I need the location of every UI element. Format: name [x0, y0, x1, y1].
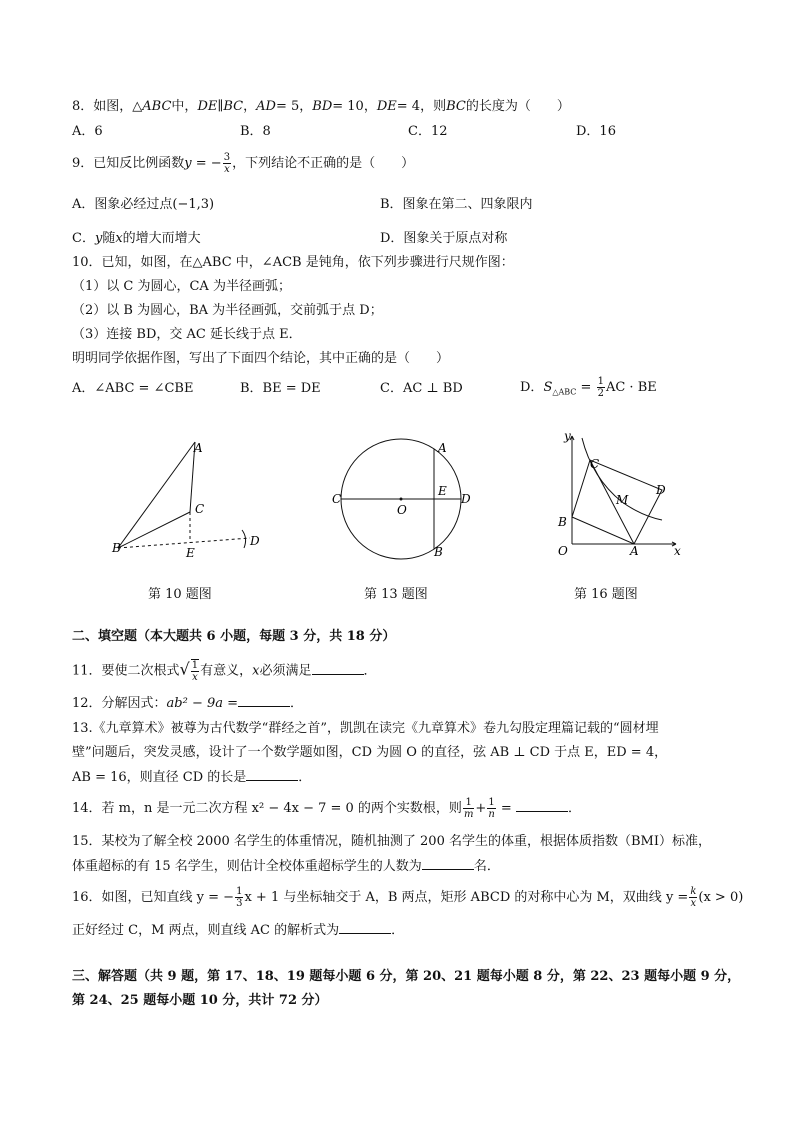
q10-option-b: B．BE = DE — [240, 381, 321, 396]
q10-option-a: A．∠ABC = ∠CBE — [72, 381, 194, 396]
fig13-caption: 第 13 题图 — [364, 587, 428, 602]
fig10-label-c: C — [195, 502, 205, 516]
q9-stem: 9．已知反比例函数y = − $\frac{3}{x}$ ，下列结论不正确的是（ ） — [72, 152, 415, 175]
fig13-label-e: E — [438, 484, 447, 498]
q9-option-d: D．图象关于原点对称 — [380, 231, 508, 246]
fig16-hyperbola — [582, 438, 662, 520]
fig16-label-a: A — [630, 544, 639, 558]
fig16-label-o: O — [558, 544, 568, 558]
q9-fraction: $\frac{3}{x}$ — [223, 152, 231, 175]
fig10-line-bc — [118, 512, 190, 548]
q10-option-c: C．AC ⊥ BD — [380, 381, 463, 396]
section-3-title-line-1: 三、解答题（共 9 题，第 17、18、19 题每小题 6 分，第 20、21 题每小题 8 分，第 22、23 题每小题 9 分， — [72, 969, 741, 984]
fig16-label-d: D — [656, 483, 666, 497]
q11-radical: √ $\frac{1}{x}$ — [179, 659, 199, 683]
q9-option-c: C．y随x的增大而增大 — [72, 231, 201, 246]
q10-conclusion: 明明同学依据作图，写出了下面四个结论，其中正确的是（ ） — [72, 351, 450, 366]
q15-line-2: 体重超标的有 15 名学生，则估计全校体重超标学生的人数为 名． — [72, 859, 500, 874]
fig10-label-b: B — [112, 541, 121, 555]
fig10-label-e: E — [186, 546, 195, 560]
q9-option-b: B．图象在第二、四象限内 — [380, 197, 533, 212]
q10-stem: 10．已知，如图，在△ABC 中，∠ACB 是钝角，依下列步骤进行尺规作图： — [72, 255, 514, 270]
q8-option-d: D．16 — [576, 124, 616, 139]
fig10-label-d: D — [250, 534, 260, 548]
fig10-arc — [242, 530, 246, 548]
q16-line-1: 16．如图，已知直线 y = − $\frac{1}{3}$ x + 1 与坐标轴交于 A，B 两点，矩形 ABCD 的对称中心为 M，双曲线 y = $\frac{k}{x}$ (x > 0) — [72, 886, 744, 909]
q12: 12．分解因式：ab² − 9a = ． — [72, 696, 304, 711]
q16-blank — [339, 921, 391, 934]
fig16-label-x: x — [674, 544, 681, 558]
fig16-caption: 第 16 题图 — [574, 587, 638, 602]
figure-16 — [552, 428, 692, 563]
q12-blank — [238, 694, 290, 707]
q10-option-d: D．$S_{\triangle ABC}$ = $\frac{1}{2}$ AC · BE — [520, 376, 657, 399]
fig10-line-bd — [118, 538, 250, 548]
fig16-label-b: B — [558, 515, 567, 529]
figure-10 — [100, 430, 270, 570]
fig13-label-o: O — [397, 503, 407, 517]
q13-blank — [246, 768, 298, 781]
q11-blank — [312, 662, 364, 675]
q15-line-1: 15．某校为了解全校 2000 名学生的体重情况，随机抽测了 200 名学生的体重，根据体质指数（BMI）标准， — [72, 834, 711, 849]
fig10-caption: 第 10 题图 — [148, 587, 212, 602]
section-3-title-line-2: 第 24、25 题每小题 10 分，共计 72 分） — [72, 993, 328, 1008]
fig13-label-a: A — [438, 441, 447, 455]
q11: 11．要使二次根式√ $\frac{1}{x}$ 有意义，x必须满足 ． — [72, 659, 377, 683]
fig10-label-a: A — [194, 441, 203, 455]
fig10-line-ab — [118, 442, 195, 548]
q13-line-3: AB = 16，则直径 CD 的长是 ． — [72, 770, 312, 785]
q10-step-2: （2）以 B 为圆心，BA 为半径画弧，交前弧于点 D； — [72, 303, 383, 318]
q10-step-3: （3）连接 BD，交 AC 延长线于点 E． — [72, 327, 302, 342]
q13-line-2: 壁”问题后，突发灵感，设计了一个数学题如图，CD 为圆 O 的直径，弦 AB ⊥ CD 于点 E，ED = 4， — [72, 745, 668, 760]
figure-13 — [328, 436, 478, 566]
q9-option-a: A．图象必经过点(−1,3) — [72, 197, 215, 212]
fig13-center-dot — [400, 498, 403, 501]
q8-option-a: A．6 — [72, 124, 103, 139]
q15-blank — [422, 857, 474, 870]
q8-option-c: C．12 — [408, 124, 448, 139]
q13-line-1: 13.《九章算术》被尊为古代数学“群经之首”，凯凯在读完《九章算术》卷九勾股定理篇记载的“圆材埋 — [72, 721, 659, 736]
fig16-label-c: C — [590, 457, 600, 471]
fig16-label-y: y — [564, 429, 571, 443]
q14-blank — [516, 799, 568, 812]
q16-line-2: 正好经过 C，M 两点，则直线 AC 的解析式为 ． — [72, 923, 405, 938]
fig16-label-m: M — [616, 493, 629, 507]
q14: 14．若 m，n 是一元二次方程 x² − 4x − 7 = 0 的两个实数根，则 $\frac{1}{m}$ + $\frac{1}{n}$ = ． — [72, 797, 581, 820]
fig13-label-d: D — [461, 492, 471, 506]
q8-stem: 8．如图，△ABC中，DE∥BC，AD= 5，BD= 10，DE= 4，则BC的长度为（ ） — [72, 99, 570, 114]
q8-option-b: B．8 — [240, 124, 271, 139]
fig13-label-b: B — [434, 545, 443, 559]
fig13-label-c: C — [332, 492, 342, 506]
section-2-title: 二、填空题（本大题共 6 小题，每题 3 分，共 18 分） — [72, 629, 396, 644]
q10-step-1: （1）以 C 为圆心，CA 为半径画弧； — [72, 279, 291, 294]
